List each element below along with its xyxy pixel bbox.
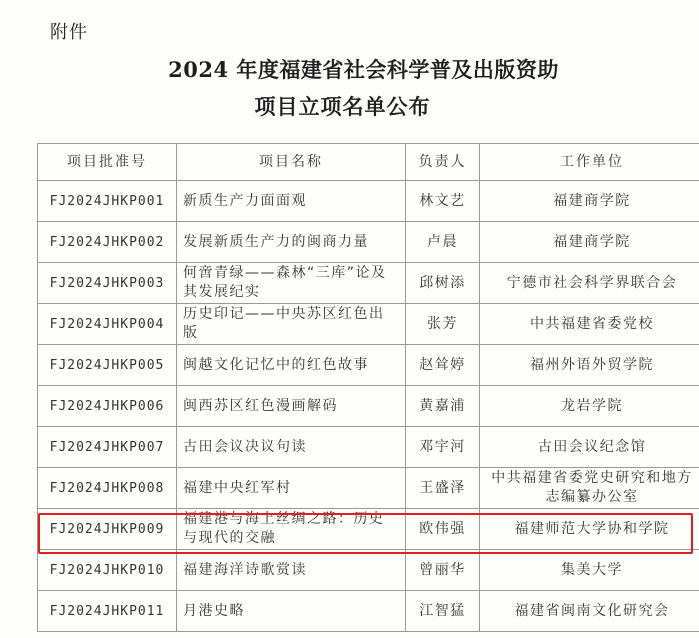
project-owner: 张芳 (406, 304, 480, 345)
project-owner: 欧伟强 (406, 509, 480, 550)
table-row-highlighted (38, 509, 699, 550)
project-code: FJ2024JHKP010 (38, 550, 177, 591)
document-title-line-1: 2024 年度福建省社会科学普及出版资助 (168, 57, 559, 82)
project-owner: 曾丽华 (406, 550, 480, 591)
project-code: FJ2024JHKP006 (38, 386, 177, 427)
project-unit: 集美大学 (480, 550, 699, 591)
project-code: FJ2024JHKP011 (38, 591, 177, 632)
project-name: 何啻青绿——森林“三库”论及其发展纪实 (177, 263, 406, 304)
project-code: FJ2024JHKP009 (38, 509, 177, 550)
project-code: FJ2024JHKP001 (38, 181, 177, 222)
document-title-line-2: 项目立项名单公布 (254, 94, 431, 119)
project-unit: 福建省闽南文化研究会 (480, 591, 699, 632)
project-name: 福建中央红军村 (177, 468, 406, 509)
project-unit: 中共福建省委党史研究和地方志编纂办公室 (480, 468, 699, 509)
project-unit: 福建师范大学协和学院 (480, 509, 699, 550)
project-owner: 邓宇河 (406, 427, 480, 468)
project-name: 福建港与海上丝绸之路：历史与现代的交融 (177, 509, 406, 550)
project-unit: 福建商学院 (480, 181, 699, 222)
header-unit: 工作单位 (480, 144, 699, 181)
project-unit: 宁德市社会科学界联合会 (480, 263, 699, 304)
project-name: 历史印记——中央苏区红色出版 (177, 304, 406, 345)
table-row (38, 263, 699, 304)
table-row (38, 427, 699, 468)
project-code: FJ2024JHKP007 (38, 427, 177, 468)
table-row (38, 468, 699, 509)
table-row (38, 386, 699, 427)
project-name: 月港史略 (177, 591, 406, 632)
project-code: FJ2024JHKP008 (38, 468, 177, 509)
project-name: 福建海洋诗歌赏读 (177, 550, 406, 591)
project-unit: 中共福建省委党校 (480, 304, 699, 345)
table-row (38, 345, 699, 386)
table-row (38, 181, 699, 222)
project-name: 新质生产力面面观 (177, 181, 406, 222)
project-unit: 古田会议纪念馆 (480, 427, 699, 468)
project-code: FJ2024JHKP004 (38, 304, 177, 345)
header-owner: 负责人 (406, 144, 480, 181)
project-owner: 赵耸婷 (406, 345, 480, 386)
table-row (38, 550, 699, 591)
header-code: 项目批准号 (38, 144, 177, 181)
project-owner: 江智猛 (406, 591, 480, 632)
table-row (38, 222, 699, 263)
project-code: FJ2024JHKP005 (38, 345, 177, 386)
project-name: 古田会议决议句读 (177, 427, 406, 468)
project-unit: 福州外语外贸学院 (480, 345, 699, 386)
project-name: 闽西苏区红色漫画解码 (177, 386, 406, 427)
project-owner: 黄嘉浦 (406, 386, 480, 427)
project-code: FJ2024JHKP002 (38, 222, 177, 263)
project-name: 闽越文化记忆中的红色故事 (177, 345, 406, 386)
header-name: 项目名称 (177, 144, 406, 181)
project-code: FJ2024JHKP003 (38, 263, 177, 304)
project-owner: 邱树添 (406, 263, 480, 304)
project-unit: 福建商学院 (480, 222, 699, 263)
project-name: 发展新质生产力的闽商力量 (177, 222, 406, 263)
project-owner: 卢晨 (406, 222, 480, 263)
table-row (38, 591, 699, 632)
table-header-row (38, 144, 699, 181)
project-unit: 龙岩学院 (480, 386, 699, 427)
project-owner: 王盛泽 (406, 468, 480, 509)
project-owner: 林文艺 (406, 181, 480, 222)
table-row (38, 304, 699, 345)
project-list-table (37, 143, 699, 632)
attachment-label: 附件 (50, 22, 88, 43)
